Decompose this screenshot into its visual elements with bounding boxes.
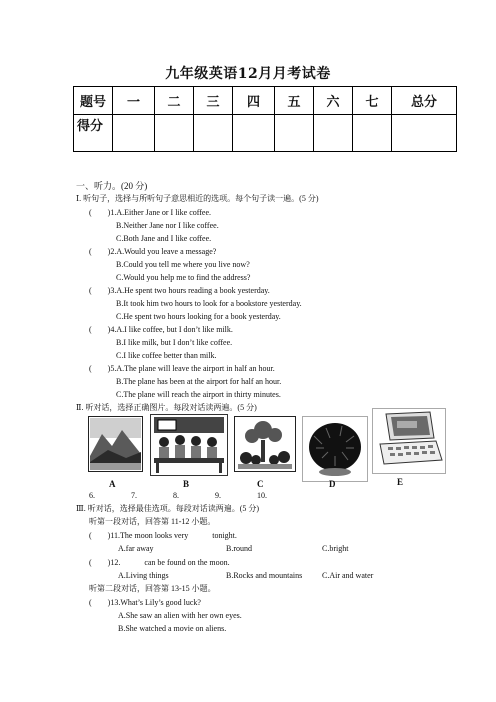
dialog-intro: 听第一段对话，回答第 11-12 小题。 [89,517,216,526]
answer-blank[interactable]: 6. [89,491,95,500]
classroom-picture[interactable] [150,414,228,476]
score-cell: 一 [113,87,155,115]
landscape-picture[interactable] [88,416,143,472]
question-option: B.She watched a movie on aliens. [118,624,227,633]
score-cell: 七 [353,87,392,115]
question-option: B.It took him two hours to look for a bookstore yesterday. [116,299,302,308]
question-stem: ( )11.The moon looks very tonight. [89,531,237,540]
score-input-cell[interactable] [392,115,457,152]
score-input-cell[interactable] [194,115,233,152]
question-stem: ( )3.A.He spent two hours reading a book yesterday. [89,286,270,295]
question-stem: ( )1.A.Either Jane or I like coffee. [89,208,212,217]
picture-label: C [257,479,264,489]
score-input-cell[interactable] [275,115,314,152]
answer-blank[interactable]: 9. [215,491,221,500]
score-input-cell[interactable] [113,115,155,152]
score-cell: 四 [233,87,275,115]
question-stem: ( )12. can be found on the moon. [89,558,230,567]
answer-blank[interactable]: 7. [131,491,137,500]
score-table [73,86,457,152]
question-option: C.I like coffee better than milk. [116,351,217,360]
question-option: B.The plane has been at the airport for half an hour. [116,377,282,386]
question-option: C.Both Jane and I like coffee. [116,234,212,243]
picture-label: D [329,479,336,489]
score-header-row [74,87,457,115]
score-cell: 题号 [74,87,113,115]
score-cell: 总分 [392,87,457,115]
score-label-cell: 得分 [74,115,113,152]
question-stem: ( )5.A.The plane will leave the airport in half an hour. [89,364,275,373]
part-heading: Ⅰ. 听句子，选择与所听句子意思相近的选项。每个句子读一遍。(5 分) [76,194,319,203]
score-cell: 六 [314,87,353,115]
dialog-intro: 听第二段对话，回答第 13-15 小题。 [89,584,216,593]
score-input-cell[interactable] [155,115,194,152]
question-option: C.bright [322,544,349,553]
question-option: B.round [226,544,252,553]
question-option: C.The plane will reach the airport in thirty minutes. [116,390,281,399]
question-option: B.I like milk, but I don’t like coffee. [116,338,233,347]
score-cell: 三 [194,87,233,115]
question-stem: ( )13.What’s Lily’s good luck? [89,598,201,607]
plants-picture[interactable] [234,416,296,472]
question-option: C.Air and water [322,571,374,580]
question-option: A.Living things [118,571,169,580]
picture-label: A [109,479,116,489]
question-option: C.He spent two hours looking for a book yesterday. [116,312,281,321]
answer-blank[interactable]: 10. [257,491,267,500]
section-heading: 一、听力。(20 分) [76,181,148,191]
score-cell: 五 [275,87,314,115]
page-title: 九年级英语12月月考试卷 [165,66,331,82]
question-option: C.Would you help me to find the address? [116,273,251,282]
picture-row [88,416,488,496]
question-option: A.far away [118,544,154,553]
part-heading: Ⅲ. 听对话，选择最佳选项。每段对话读两遍。(5 分) [76,504,260,513]
answer-blank[interactable]: 8. [173,491,179,500]
question-stem: ( )2.A.Would you leave a message? [89,247,217,256]
question-option: B.Neither Jane nor I like coffee. [116,221,219,230]
picture-label: B [183,479,190,489]
fruit-picture[interactable] [302,416,368,482]
score-input-cell[interactable] [314,115,353,152]
part-heading: Ⅱ. 听对话，选择正确图片。每段对话读两遍。(5 分) [76,403,257,412]
question-option: B.Rocks and mountains [226,571,303,580]
question-stem: ( )4.A.I like coffee, but I don’t like milk. [89,325,233,334]
picture-label: E [397,477,404,487]
score-input-cell[interactable] [353,115,392,152]
score-value-row [74,115,457,152]
device-picture[interactable] [372,408,446,474]
question-option: A.She saw an alien with her own eyes. [118,611,242,620]
question-option: B.Could you tell me where you live now? [116,260,250,269]
score-input-cell[interactable] [233,115,275,152]
score-cell: 二 [155,87,194,115]
